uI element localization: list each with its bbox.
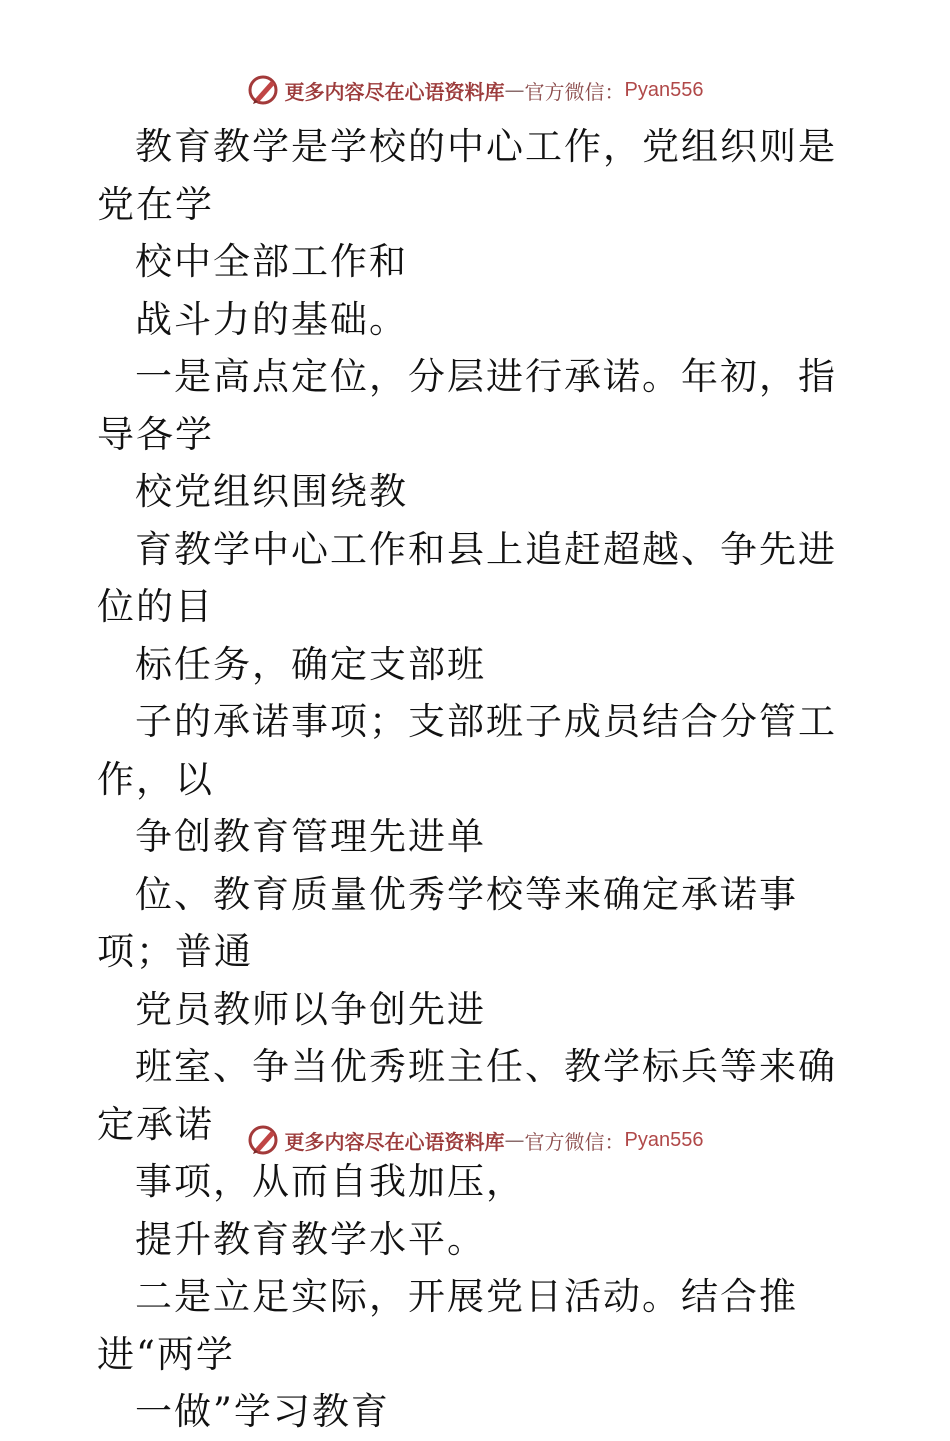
paragraph-line: 育教学中心工作和县上追赶超越、争先进位的目 [97,527,837,628]
paragraph-line: 战斗力的基础。 [135,297,408,341]
footer-wechat-account: Pyan556 [624,1128,704,1151]
paragraph-line: 教育教学是学校的中心工作，党组织则是党在学 [97,125,837,226]
paragraph [97,521,857,694]
paragraph [97,693,857,866]
paragraph-line: 事项，从而自我加压， [135,1160,525,1203]
paragraph-line: 二是立足实际，开展党日活动。结合推进“两学 [97,1275,798,1376]
footer-dash: — [504,1128,525,1152]
header-wechat-label: 官方微信： [524,79,625,104]
paragraph-line: 标任务，确定支部班 [135,642,486,686]
header-wechat-account: Pyan556 [624,78,704,101]
paragraph-line: 争创教育管理先进单 [135,815,486,858]
paragraph-line: 位、教育质量优秀学校等来确定承诺事项；普通 [97,872,798,973]
paragraph [97,1211,857,1269]
footer-site-text: 更多内容尽在心语资料库 [284,1129,505,1154]
header-dash: — [504,78,525,102]
paragraph-line: 一做”学习教育 [135,1390,390,1433]
paragraph-line: 子的承诺事项；支部班子成员结合分管工作，以 [97,700,837,801]
pen-logo-icon [247,1123,281,1157]
paragraph [97,118,857,291]
paragraph-line: 一是高点定位，分层进行承诺。年初，指导各学 [97,355,837,456]
header-site-text: 更多内容尽在心语资料库 [284,79,505,104]
paragraph-line: 党员教师以争创先进 [135,987,486,1031]
paragraph [97,1268,857,1441]
header-watermark [0,70,950,110]
footer-wechat-label: 官方微信： [524,1129,625,1154]
paragraph-line: 校中全部工作和 [135,240,408,283]
pen-logo-icon [247,73,281,107]
paragraph-line: 校党组织围绕教 [135,470,408,513]
paragraph [97,866,857,1039]
document-body [97,118,857,1441]
paragraph-line: 班室、争当优秀班主任、教学标兵等来确定承诺 [97,1045,837,1146]
footer-watermark [0,1120,950,1160]
paragraph [97,291,857,349]
paragraph [97,348,857,521]
paragraph-line: 提升教育教学水平。 [135,1217,486,1261]
